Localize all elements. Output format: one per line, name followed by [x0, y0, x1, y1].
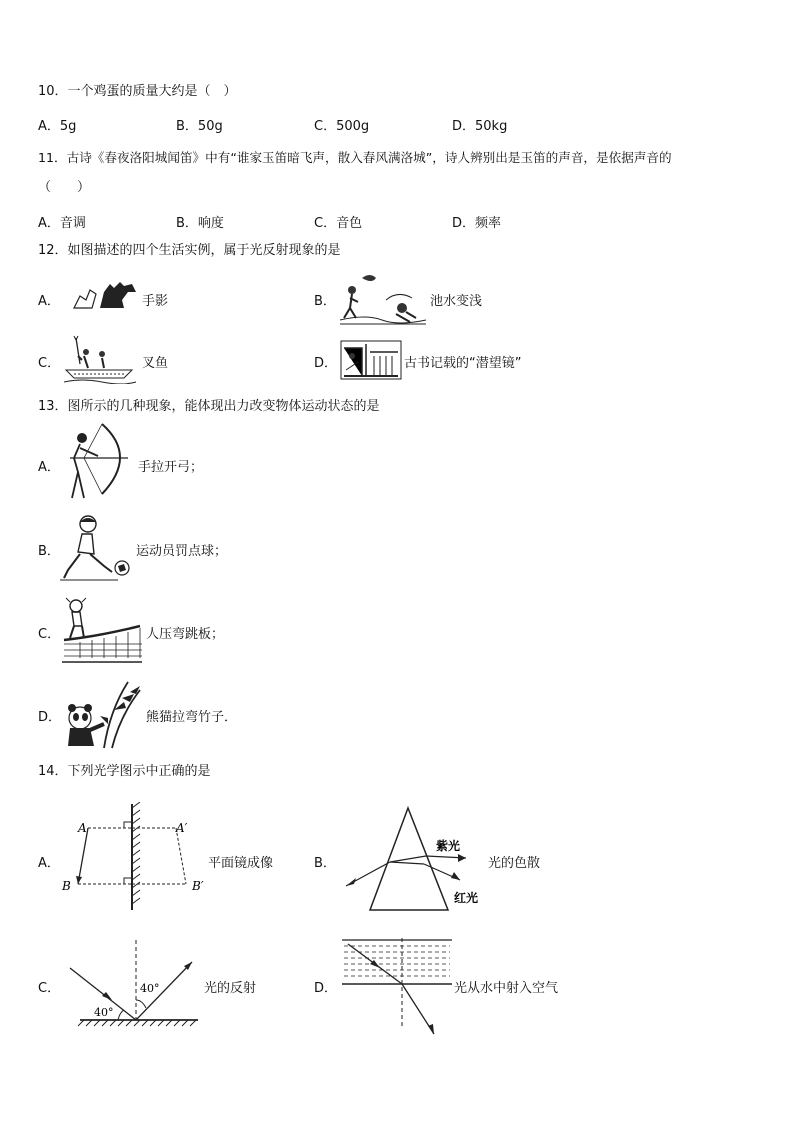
- q13-stem: 13．图所示的几种现象，能体现出力改变物体运动状态的是: [38, 399, 380, 414]
- pool-depth-figure: [336, 270, 428, 326]
- q13-option-d-caption: 熊猫拉弯竹子．: [146, 710, 238, 725]
- q11-stem-line1: 11．古诗《春夜洛阳城闻笛》中有“谁家玉笛暗飞声，散入春风满洛城”，诗人辨别出是玉笛的声音，是依据声音的: [38, 150, 672, 165]
- q12-option-d-caption: 古书记载的“潜望镜”: [404, 356, 522, 371]
- q12-option-b-letter: B．: [314, 294, 336, 309]
- archer-bow-figure: [62, 422, 134, 500]
- q11-option-c: C．音色: [314, 216, 363, 231]
- q14-option-b-letter: B．: [314, 856, 336, 871]
- q14-option-d-caption: 光从水中射入空气: [454, 981, 559, 996]
- q13-option-a-caption: 手拉开弓；: [138, 460, 204, 475]
- q10-option-a: A．5g: [38, 119, 77, 134]
- light-dispersion-figure: [342, 806, 492, 916]
- label-angle-incident: 40°: [94, 1006, 114, 1019]
- q13-option-b-caption: 运动员罚点球；: [136, 544, 228, 559]
- q14-option-a-caption: 平面镜成像: [208, 856, 274, 871]
- label-b: B: [62, 879, 71, 893]
- label-angle-reflect: 40°: [140, 982, 160, 995]
- water-to-air-refraction-figure: [340, 936, 454, 1036]
- q13-option-b-letter: B．: [38, 544, 60, 559]
- q10-option-b: B．50g: [176, 119, 223, 134]
- q11-option-d: D．频率: [452, 216, 502, 231]
- q13-option-c-caption: 人压弯跳板；: [146, 627, 225, 642]
- light-reflection-figure: [66, 936, 206, 1030]
- label-b-prime: B′: [192, 879, 204, 893]
- q13-option-c-letter: C．: [38, 627, 61, 642]
- q11-option-b: B．响度: [176, 216, 224, 231]
- q12-option-a-letter: A．: [38, 294, 60, 309]
- panda-bamboo-figure: [64, 680, 144, 750]
- q13-option-a-letter: A．: [38, 460, 60, 475]
- q10-option-d: D．50kg: [452, 119, 508, 134]
- q14-option-d-letter: D．: [314, 981, 338, 996]
- q14-option-b-caption: 光的色散: [488, 856, 541, 871]
- label-violet: 紫光: [436, 839, 461, 853]
- q11-stem-line2: （ ）: [38, 180, 91, 195]
- q12-option-b-caption: 池水变浅: [430, 294, 483, 309]
- q14-option-c-caption: 光的反射: [204, 981, 257, 996]
- ancient-periscope-figure: [340, 340, 402, 380]
- label-red: 红光: [454, 891, 479, 905]
- q12-option-c-letter: C．: [38, 356, 61, 371]
- q10-stem: 10．一个鸡蛋的质量大约是（ ）: [38, 84, 237, 99]
- label-a-prime: A′: [176, 821, 188, 835]
- q11-option-a: A．音调: [38, 216, 86, 231]
- q10-option-c: C．500g: [314, 119, 370, 134]
- q12-stem: 12．如图描述的四个生活实例，属于光反射现象的是: [38, 243, 341, 258]
- q12-option-a-caption: 手影: [142, 294, 169, 309]
- label-a: A: [78, 821, 87, 835]
- hand-shadow-figure: [70, 278, 140, 312]
- diving-board-figure: [60, 596, 144, 666]
- q12-option-d-letter: D．: [314, 356, 338, 371]
- fish-spearing-figure: [62, 334, 138, 384]
- penalty-kick-figure: [58, 512, 134, 584]
- q14-stem: 14．下列光学图示中正确的是: [38, 764, 211, 779]
- q13-option-d-letter: D．: [38, 710, 62, 725]
- q12-option-c-caption: 叉鱼: [142, 356, 169, 371]
- plane-mirror-image-figure: [60, 802, 210, 912]
- q14-option-a-letter: A．: [38, 856, 60, 871]
- q14-option-c-letter: C．: [38, 981, 61, 996]
